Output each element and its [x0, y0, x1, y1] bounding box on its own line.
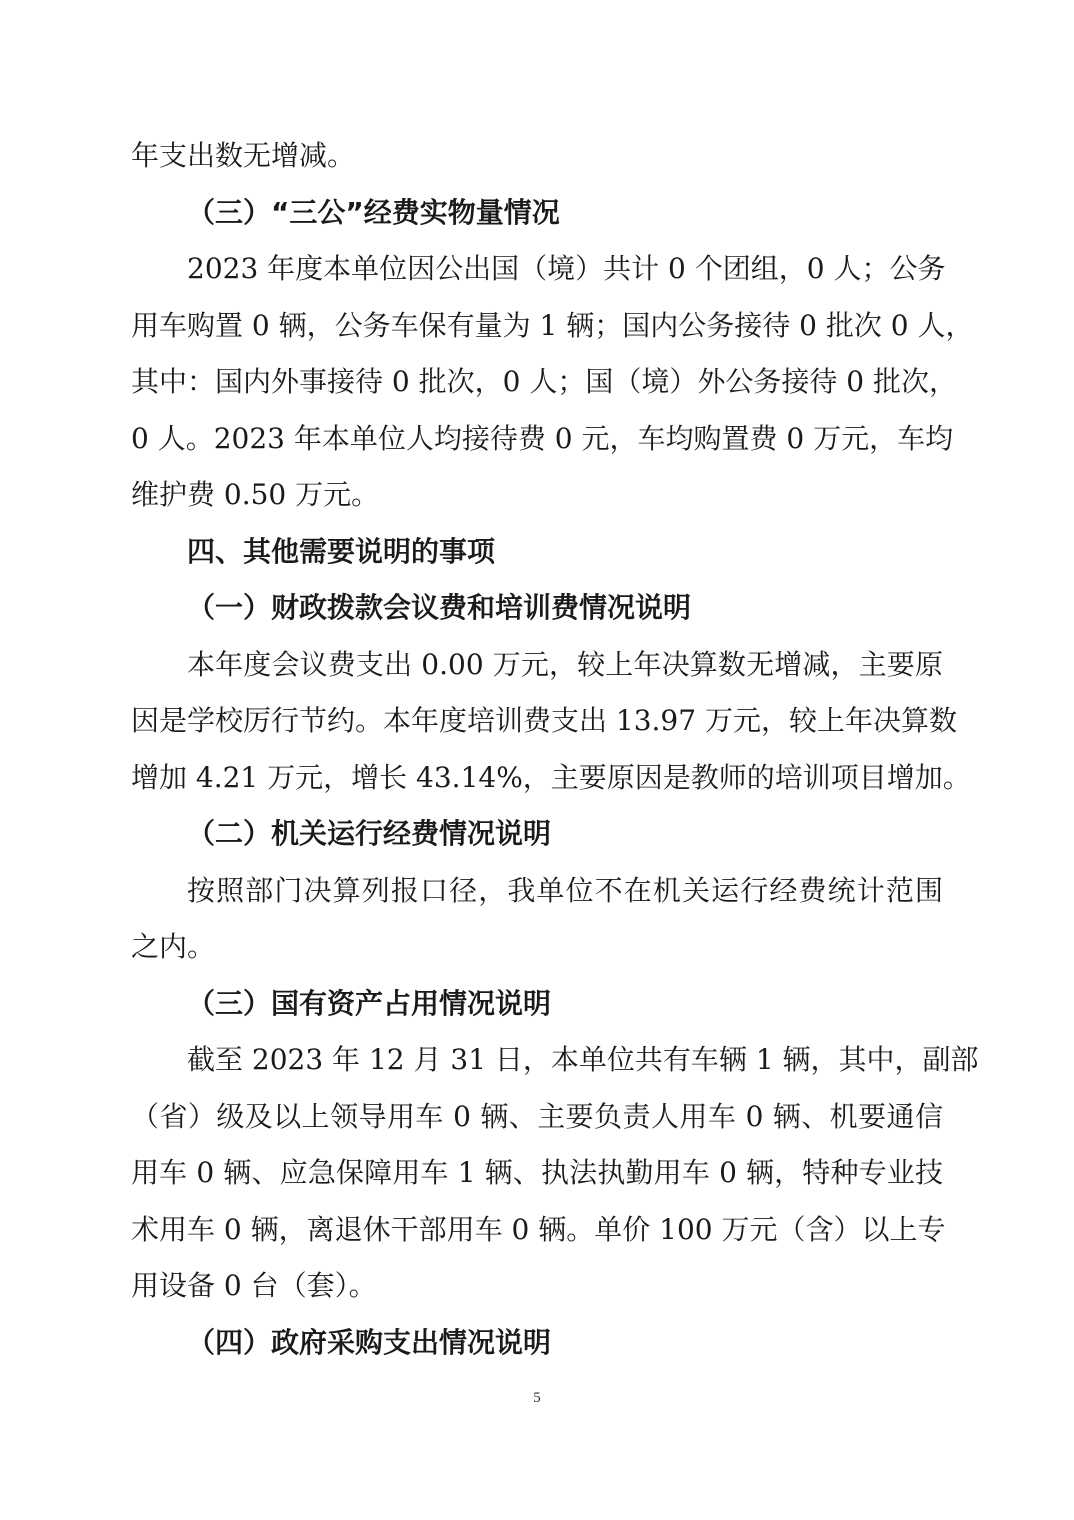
paragraph-line: 按照部门决算列报口径，我单位不在机关运行经费统计范围	[187, 873, 943, 907]
paragraph-line: 用车 0 辆、应急保障用车 1 辆、执法执勤用车 0 辆，特种专业技	[131, 1156, 943, 1189]
section-subheading: （四）政府采购支出情况说明	[187, 1325, 552, 1359]
paragraph-line: 用设备 0 台（套）。	[131, 1269, 377, 1302]
page-content	[131, 128, 979, 1371]
section-subheading: （三）“三公”经费实物量情况	[187, 195, 560, 229]
paragraph-line: 之内。	[131, 930, 216, 963]
paragraph-line: 增加 4.21 万元，增长 43.14%，主要原因是教师的培训项目增加。	[131, 760, 971, 794]
paragraph-line: 术用车 0 辆，离退休干部用车 0 辆。单价 100 万元（含）以上专	[131, 1212, 946, 1246]
paragraph-line: 因是学校厉行节约。本年度培训费支出 13.97 万元，较上年决算数	[131, 704, 957, 737]
paragraph-line: 维护费 0.50 万元。	[131, 478, 380, 511]
section-heading: 四、其他需要说明的事项	[187, 534, 496, 568]
paragraph-line: 本年度会议费支出 0.00 万元，较上年决算数无增减，主要原	[187, 647, 943, 681]
paragraph-line: 用车购置 0 辆，公务车保有量为 1 辆；国内公务接待 0 批次 0 人，	[131, 308, 974, 342]
paragraph-line: 其中：国内外事接待 0 批次，0 人；国（境）外公务接待 0 批次，	[131, 365, 957, 398]
section-subheading: （二）机关运行经费情况说明	[187, 817, 552, 850]
paragraph-line: （省）级及以上领导用车 0 辆、主要负责人用车 0 辆、机要通信	[131, 1099, 943, 1133]
continuation-text: 年支出数无增减。	[131, 139, 356, 172]
section-subheading: （一）财政拨款会议费和培训费情况说明	[187, 591, 692, 624]
page-number: 5	[533, 1390, 541, 1406]
paragraph-line: 2023 年度本单位因公出国（境）共计 0 个团组，0 人；公务	[187, 252, 946, 285]
paragraph-line: 截至 2023 年 12 月 31 日，本单位共有车辆 1 辆，其中，副部	[187, 1043, 979, 1076]
section-subheading: （三）国有资产占用情况说明	[187, 986, 552, 1020]
paragraph-line: 0 人。2023 年本单位人均接待费 0 元，车均购置费 0 万元，车均	[131, 421, 954, 455]
